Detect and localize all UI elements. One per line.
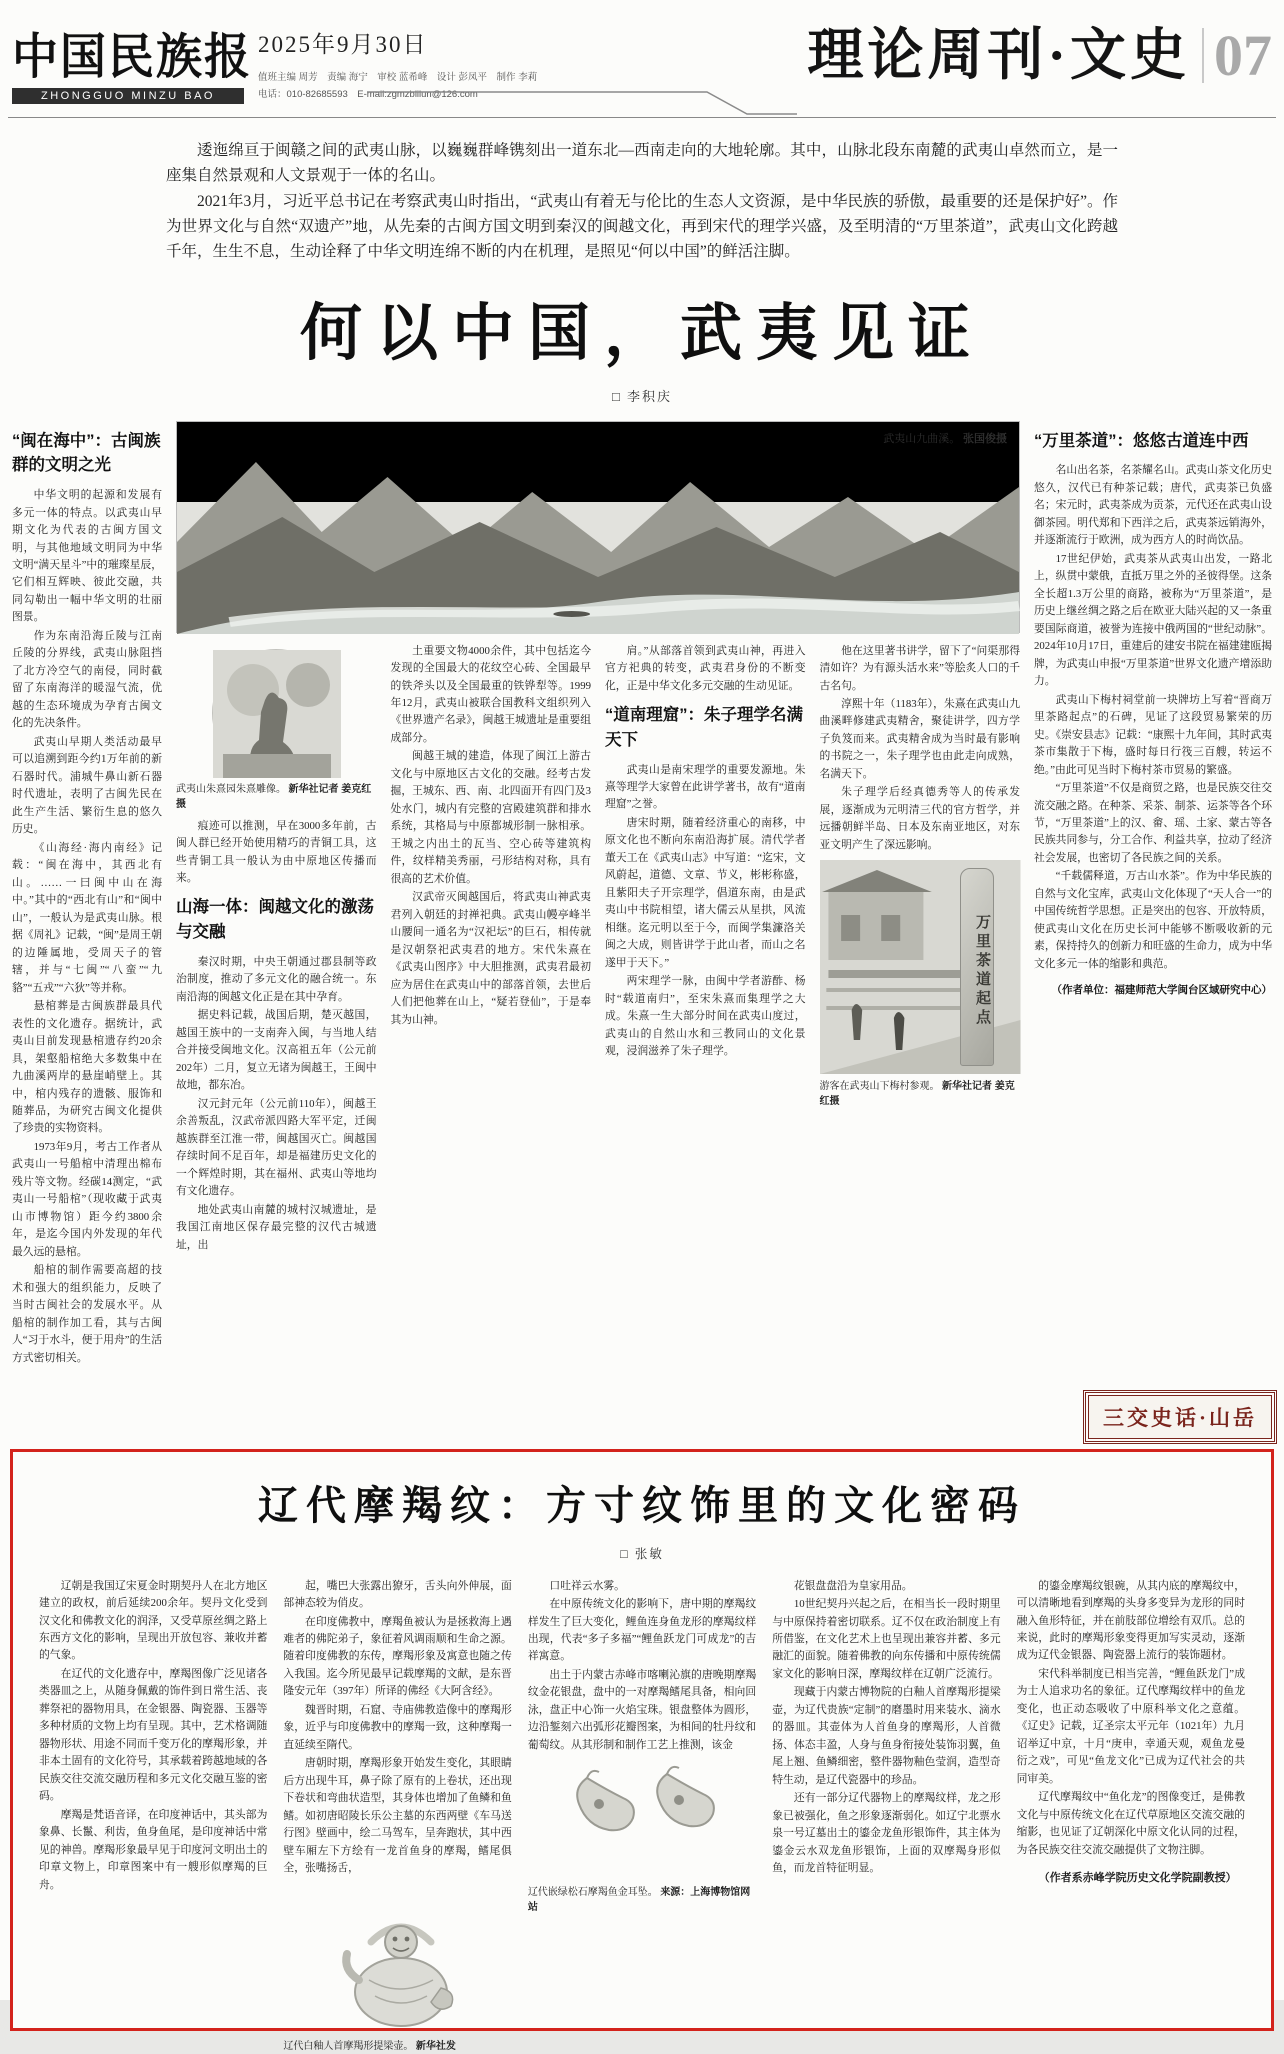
- main-article-author-credit: （作者单位：福建师范大学闽台区域研究中心）: [1051, 984, 1272, 997]
- teapot-caption: [283, 2039, 511, 2054]
- masthead-decorative-line: [367, 86, 797, 116]
- section-head-min-zai-hai-zhong: “闽在海中”：古闽族群的文明之光: [12, 431, 161, 475]
- column-2-lead-text: 痕迹可以推测，早在3000多年前，古闽人群已经开始使用精巧的青铜工具，这些青铜工具一般认为由中原地区传播而来。: [176, 819, 377, 884]
- main-article-grid: [8, 421, 1276, 1439]
- teapot-artifact-figure: [283, 1884, 511, 2054]
- statue-caption-credit: 新华社记者 姜克红摄: [176, 783, 372, 810]
- bottom-article-columns: [39, 1578, 1246, 2052]
- main-middle-block: [176, 421, 1020, 1439]
- bottom-article-author-credit: （作者系赤峰学院历史文化学院副教授）: [1038, 1872, 1237, 1885]
- hero-caption-text: 武夷山九曲溪。: [883, 432, 961, 445]
- bottom-column-2-text: 起，嘴巴大张露出獠牙，舌头向外伸展，面部神态较为俏皮。 在印度佛教中，摩羯鱼被认为是拯救海上遇难者的佛陀弟子，象征着风调雨顺和生命之源。随着印度佛教的东传，摩羯形象及寓意也随之传入我国。迄今所见最早记载摩羯的文献，是东晋隆安元年（397年）所译的佛经《大阿含经》。 魏晋时期，石窟、寺庙佛教造像中的摩羯形象，近乎与印度佛教中的摩羯一致，这种摩羯一直延续至隋代。 唐朝时期，摩羯形象开始发生变化，其眼睛后方出现牛耳，鼻子除了原有的上卷状，还出现下卷状和弯曲状造型，其身体也增加了鱼鳞和鱼鳍。如初唐昭陵长乐公主墓的东西两壁《车马送行图》壁画中，绘二马驾车，呈奔跑状，其中西壁车厢左下方绘有一龙首鱼身的摩羯，鳍尾俱全，张嘴扬舌，: [283, 1579, 512, 1875]
- lead-intro: 逶迤绵亘于闽赣之间的武夷山脉，以巍巍群峰镌刻出一道东北—西南走向的大地轮廓。其中，山脉北段东南麓的武夷山卓然而立，是一座集自然景观和人文景观于一体的名山。 2021年3月，习近平总书记在考察武夷山时指出，“武夷山有着无与伦比的生态人文资源，是中华民族的骄傲，最重要的还是保护好”。作为世界文化与自然“双遗产”地，从先秦的古闽方国文明到秦汉的闽越文化，再到宋代的理学兴盛，及至明清的“万里茶道”，武夷山文化跨越千年，生生不息，生动诠释了中华文明连绵不断的内在机理，是照见“何以中国”的鲜活注脚。: [166, 142, 1118, 261]
- earrings-artifact-image: [557, 1760, 727, 1880]
- column-1-text: 中华文明的起源和发展有多元一体的特点。以武夷山早期文化为代表的古闽方国文明，与其他地域文明同为中华文明“满天星斗”中的璀璨星辰，它们相互辉映、彼此交融，共同勾勒出一幅中华文明的壮丽图景。 作为东南沿海丘陵与江南丘陵的分界线，武夷山脉阻挡了北方冷空气的南侵，同时截留了东南海洋的暖湿气流，优越的生态环境成为孕育古闽文化的先决条件。 武夷山早期人类活动最早可以追溯到距今约1万年前的新石器时代。浦城牛鼻山新石器时代遗址，表明了古闽先民在此生产生活、繁衍生息的悠久历史。 《山海经·海内南经》记载：“闽在海中，其西北有山。……一曰闽中山在海中。”其中的“西北有山”和“闽中山”，一般认为是武夷山脉。根据《周礼》记载，“闽”是周王朝的边陲属地，受周天子的管辖，并与“七闽”“八蛮”“九貉”“五戎”“六狄”等并称。 悬棺葬是古闽族群最具代表性的文化遗存。据统计，武夷山目前发现悬棺遗存约20余具，架壑船棺绝大多数集中在九曲溪两岸的悬崖峭壁上。其中，棺内残存的遗骸、服饰和随葬品，为研究古闽文化提供了珍贵的实物资料。 1973年9月，考古工作者从武夷山一号船棺中清理出棉布残片等文物。经碳14测定，“武夷山一号船棺”（现收藏于武夷山市博物馆）距今约3800余年，是迄今国内外发现的年代最久远的悬棺。 船棺的制作需要高超的技术和强大的组织能力，反映了当时古闽社会的发展水平。从船棺的制作加工看，其与古闽人“习于水斗，便于用舟”的生活方式密切相关。: [12, 489, 162, 1364]
- bottom-article-box: [10, 1449, 1274, 2052]
- column-4-lead-text: 肩。”从部落首领到武夷山神，再进入官方祀典的转变，武夷君身份的不断变化，正是中华文化多元交融的生动见证。: [605, 644, 806, 692]
- masthead: [8, 14, 1276, 118]
- hero-caption-credit: 张国俊摄: [963, 432, 1007, 445]
- column-3-text: 土重要文物4000余件，其中包括迄今发现的全国最大的花纹空心砖、全国最早的铁斧头以及全国最重的铁铧犁等。1999年12月，武夷山被联合国教科文组织列入《世界遗产名录》，闽越王城遗址是重要组成部分。 闽越王城的建造，体现了闽江上游古文化与中原地区古文化的交融。经考古发掘，王城东、西、南、北四面开有四门及3处水门，城内有完整的宫殿建筑群和排水系统，其格局与中原都城形制一脉相承。王城之内出土的瓦当、空心砖等建筑构件，纹样精美秀丽，弓形结构对称，具有很高的艺术价值。 汉武帝灭闽越国后，将武夷山神武夷君列入朝廷的封禅祀典。武夷山幔亭峰半山腰间一通名为“汉祀坛”的巨石，相传就是汉朝祭祀武夷君的地方。宋代朱熹在《武夷山图序》中大胆推测，武夷君最初应为居住在武夷山中的部落首领，去世后人们把他葬在山上，“疑若登仙”，于是奉其为山神。: [390, 644, 591, 1026]
- section-head-wanli-chadao: “万里茶道”：悠悠古道连中西: [1034, 431, 1249, 450]
- issue-date: 2025年9月30日: [258, 32, 428, 57]
- main-byline: □ 李积庆: [611, 388, 673, 404]
- bottom-column-4: [772, 1578, 1000, 2030]
- column-4-text: 武夷山是南宋理学的重要发源地。朱熹等理学大家曾在此讲学著书，故有“道南理窟”之誉。 唐宋时期，随着经济重心的南移，中原文化也不断向东南沿海扩展。清代学者董天工在《武夷山志》中写道：“迄宋，文风蔚起，道德、文章、节义，彬彬称盛，且紫阳夫子开宗理学，倡道东南，由是武夷山中书院相望，诸大儒云从星拱，风流相继。迄元明以至于今，而闽学集濂洛关闽之大成，则皆讲学于此山者，而山之名遂甲于天下。” 两宋理学一脉，由闽中学者游酢、杨时“载道南归”，至宋朱熹而集理学之大成。朱熹一生大部分时间在武夷山度过，武夷山的自然山水和三教同山的文化景观，浸润滋养了朱子理学。: [605, 763, 806, 1058]
- column-5-text: 他在这里著书讲学，留下了“问渠那得清如许？为有源头活水来”等脍炙人口的千古名句。 淳熙十年（1183年），朱熹在武夷山九曲溪畔修建武夷精舍，聚徒讲学，四方学子负笈而来。武夷精舍成为当时最有影响的书院之一，朱子理学也由此走向成熟，名满天下。 朱子理学后经真德秀等人的传承发展，逐渐成为元明清三代的官方哲学，并远播朝鲜半岛、日本及东南亚地区，对东亚文明产生了深远影响。: [819, 644, 1020, 851]
- main-column-3: [391, 643, 592, 1435]
- bottom-column-2: [283, 1578, 512, 2052]
- tea-road-figure: [820, 860, 1021, 1109]
- column-2-text: 秦汉时期，中央王朝通过郡县制等政治制度，推动了多元文化的融合统一。东南沿海的闽越文化正是在其中孕育。 据史料记载，战国后期，楚灭越国，越国王族中的一支南奔入闽，与当地人结合并接受闽地文化。汉高祖五年（公元前202年）二月，复立无诸为闽越王，王闽中故地，都东冶。 汉元封元年（公元前110年），闽越王余善叛乱，汉武帝派四路大军平定，迁闽越族群至江淮一带，闽越国灭亡。闽越国存续时间不足百年，却是福建历史文化的一个辉煌时期，其在福州、武夷山等地均有文化遗存。 地处武夷山南麓的城村汉城遗址，是我国江南地区保存最完整的汉代古城遗址，出: [176, 955, 377, 1251]
- main-middle-columns: [176, 643, 1020, 1435]
- section-head-dao-nan-li-ku: “道南理窟”：朱子理学名满天下: [605, 706, 803, 749]
- statue-photo: [212, 649, 340, 777]
- tea-road-photo: [820, 860, 1021, 1074]
- masthead-right: [807, 20, 1272, 88]
- statue-photo-image: [213, 650, 341, 778]
- bottom-column-1-text: 辽朝是我国辽宋夏金时期契丹人在北方地区建立的政权，前后延续200余年。契丹文化受到汉文化和佛教文化的润泽，又受草原丝绸之路上东西方文化的影响，呈现出开放包容、兼收并蓄的气象。 在辽代的文化遗存中，摩羯图像广泛见诸各类器皿之上，从随身佩戴的饰件到日常生活、丧葬祭祀的器物用具，在金银器、陶瓷器、玉器等多种材质的文物上均有呈现。其中，艺术格调随器物形状、用途不同而千变万化的摩羯形象，并非本土固有的文化符号，其承载着跨越地域的各民族交往交流交融历程和多元文化交融互鉴的密码。 摩羯是梵语音译，在印度神话中，其头部为象鼻、长鬣、利齿，鱼身鱼尾，是印度神话中常见的神兽。摩羯形象最早见于印度河文明出土的印章文物上，印章图案中有一艘形似摩羯的巨舟。: [39, 1579, 268, 1891]
- bottom-column-5: [1017, 1578, 1245, 2030]
- hero-photo-image: [177, 422, 1019, 634]
- paper-logo: [12, 20, 252, 104]
- paper-name-romanized: ZHONGGUO MINZU BAO: [12, 88, 244, 104]
- bottom-headline: 辽代摩羯纹：方寸纹饰里的文化密码: [258, 1482, 1026, 1528]
- bottom-column-1: [39, 1578, 267, 2030]
- earrings-artifact-figure: [528, 1760, 756, 1915]
- statue-caption: [176, 782, 377, 812]
- hero-photo-caption: [883, 430, 1007, 446]
- main-column-5: [820, 643, 1021, 1435]
- section-title: 理论周刊·文史: [807, 25, 1190, 87]
- bottom-column-3-text: 口吐祥云水雾。 在中原传统文化的影响下，唐中期的摩羯纹样发生了巨大变化，鲤鱼连身鱼龙形的摩羯纹样出现，代表“多子多福”“鲤鱼跃龙门可成龙”的吉祥寓意。 出土于内蒙古赤峰市喀喇沁旗的唐晚期摩羯纹金花银盘，盘中的一对摩羯鳍尾具备，相向回泳，盘正中心饰一火焰宝珠。银盘整体为圆形，边沿錾刻六出弧形花瓣图案，为相间的牡丹纹和葡萄纹。从其形制和制作工艺上推测，该金: [527, 1579, 757, 1751]
- teapot-caption-credit: 新华社发: [415, 2040, 456, 2052]
- bottom-column-3: [528, 1578, 756, 2030]
- statue-figure: [176, 649, 377, 812]
- tea-road-stele: 万里茶道起点: [960, 868, 994, 1066]
- sidebar-column: [1034, 421, 1272, 1439]
- hero-photo-jiuquxi: [176, 421, 1020, 633]
- teapot-caption-text: 辽代白釉人首摩羯形提梁壶。: [283, 2040, 414, 2052]
- rubric-badge-sanjiao-shihua: 三交史话·山岳: [1088, 1395, 1272, 1439]
- page-number-block: [1202, 23, 1272, 88]
- earrings-caption-text: 辽代嵌绿松石摩羯鱼金耳坠。: [527, 1887, 658, 1899]
- tea-road-caption: [820, 1079, 1021, 1109]
- sidebar-text: 名山出名茶，名茶耀名山。武夷山茶文化历史悠久，汉代已有种茶记载；唐代，武夷茶已负盛名；宋元时，武夷茶成为贡茶，元代还在武夷山设御茶园。明代郑和下西洋之后，武夷茶远销海外，并逐渐流行于欧洲，成为西方人的时尚饮品。 17世纪伊始，武夷茶从武夷山出发，一路北上，纵贯中蒙俄，直抵万里之外的圣彼得堡。这条全长超1.3万公里的商路，被称为“万里茶道”，是历史上继丝绸之路之后在欧亚大陆兴起的又一条重要国际商道，被誉为连接中俄两国的“世纪动脉”。2024年10月17日，重建后的建安书院在福建建瓯揭牌，为武夷山申报“万里茶道”世界文化遗产增添助力。 武夷山下梅村祠堂前一块牌坊上写着“晋商万里茶路起点”的石碑，见证了这段贸易繁荣的历史。《崇安县志》记载：“康熙十九年间，其时武夷茶市集散于下梅，盛时每日行筏三百艘，转运不绝。”由此可见当时下梅村茶市贸易的繁盛。 “万里茶道”不仅是商贸之路，也是民族交往交流交融之路。在种茶、采茶、制茶、运茶等各个环节，“万里茶道”上的汉、畲、瑶、土家、蒙古等各民族共同参与，分工合作、利益共享，拉动了经济社会发展，也密切了各民族之间的关系。 “千载儒释道，万古山水茶”。作为中华民族的自然与文化宝库，武夷山文化体现了“天人合一”的中国传统哲学思想。正是突出的包容、开放特质，使武夷山文化在历史长河中能够不断吸收新的元素，保持持久的创新力和旺盛的生命力，成为中华文化多元一体的缩影和典范。: [1034, 464, 1272, 970]
- section-head-shan-hai-yi-ti: 山海一体：闽越文化的激荡与交融: [176, 898, 374, 942]
- main-column-4: [605, 643, 806, 1435]
- bottom-column-4-text: 花银盘盘沿为皇家用品。 10世纪契丹兴起之后，在相当长一段时期里与中原保持着密切联系。辽不仅在政治制度上有所借鉴，在文化艺术上也呈现出兼容并蓄、多元融汇的面貌。随着佛教的向东传播和中原传统儒家文化的影响日深，摩羯纹样在辽朝广泛流行。 现藏于内蒙古博物院的白釉人首摩羯形提梁壶，为辽代贵族“定制”的磨墨时用来装水、滴水的器皿。其壶体为人首鱼身的摩羯形，人首微扬、体态丰盈，人身与鱼身衔接处装饰羽翼，鱼尾上翘、鱼鳞细密，整件器物釉色莹润，造型奇特生动，是辽代瓷器中的珍品。 还有一部分辽代器物上的摩羯纹样，龙之形象已被强化，鱼之形象逐渐弱化。如辽宁北票水泉一号辽墓出土的鎏金龙鱼形银饰件，其主体为鎏金云水双龙鱼形银饰，上面的双摩羯身形似鱼，而龙首特征明显。: [772, 1579, 1001, 1875]
- main-column-1: [12, 421, 162, 1439]
- earrings-caption: [528, 1885, 756, 1915]
- earrings-caption-credit: 来源：上海博物馆网站: [527, 1887, 751, 1914]
- staff-line: 值班主编 周芳 责编 海宁 审校 蓝希峰 设计 彭凤平 制作 李莉: [258, 72, 538, 83]
- paper-name: 中国民族报: [12, 29, 252, 84]
- contact-line: 电话：010-82685593 E-mail:zgmzblilun@126.com: [258, 89, 478, 100]
- main-column-2: [176, 643, 377, 1435]
- tea-road-caption-credit: 新华社记者 姜克红摄: [819, 1081, 1015, 1108]
- page-number: 07: [1214, 23, 1272, 88]
- bottom-column-5-text: 的鎏金摩羯纹银碗，从其内底的摩羯纹中，可以清晰地看到摩羯的头身多变异为龙形的同时融入鱼形特征，并在前肢部位增绘有双爪。总的来说，此时的摩羯形象变得更加写实灵动，逐渐成为辽代金银器、陶瓷器上流行的装饰题材。 宋代科举制度已相当完善，“鲤鱼跃龙门”成为士人追求功名的象征。辽代摩羯纹样中的鱼龙变化，也正动态吸收了中原科举文化之意蕴。《辽史》记载，辽圣宗太平元年（1021年）九月诏举辽中京，十月“庚申，幸通天观，观鱼龙曼衍之戏”，可见“鱼龙文化”已成为辽代社会的共同审美。 辽代摩羯纹中“鱼化龙”的图像变迁，是佛教文化与中原传统文化在辽代草原地区交流交融的缩影，也见证了辽朝深化中原文化认同的过程，为各民族交往交流交融提供了文物注脚。: [1016, 1579, 1246, 1856]
- tea-road-caption-text: 游客在武夷山下梅村参观。: [819, 1081, 940, 1093]
- teapot-artifact-image: [323, 1884, 473, 2034]
- main-headline: 何以中国，武夷见证: [299, 299, 984, 368]
- statue-caption-text: 武夷山朱熹园朱熹雕像。: [176, 783, 286, 795]
- bottom-byline: □ 张敏: [620, 1546, 664, 1561]
